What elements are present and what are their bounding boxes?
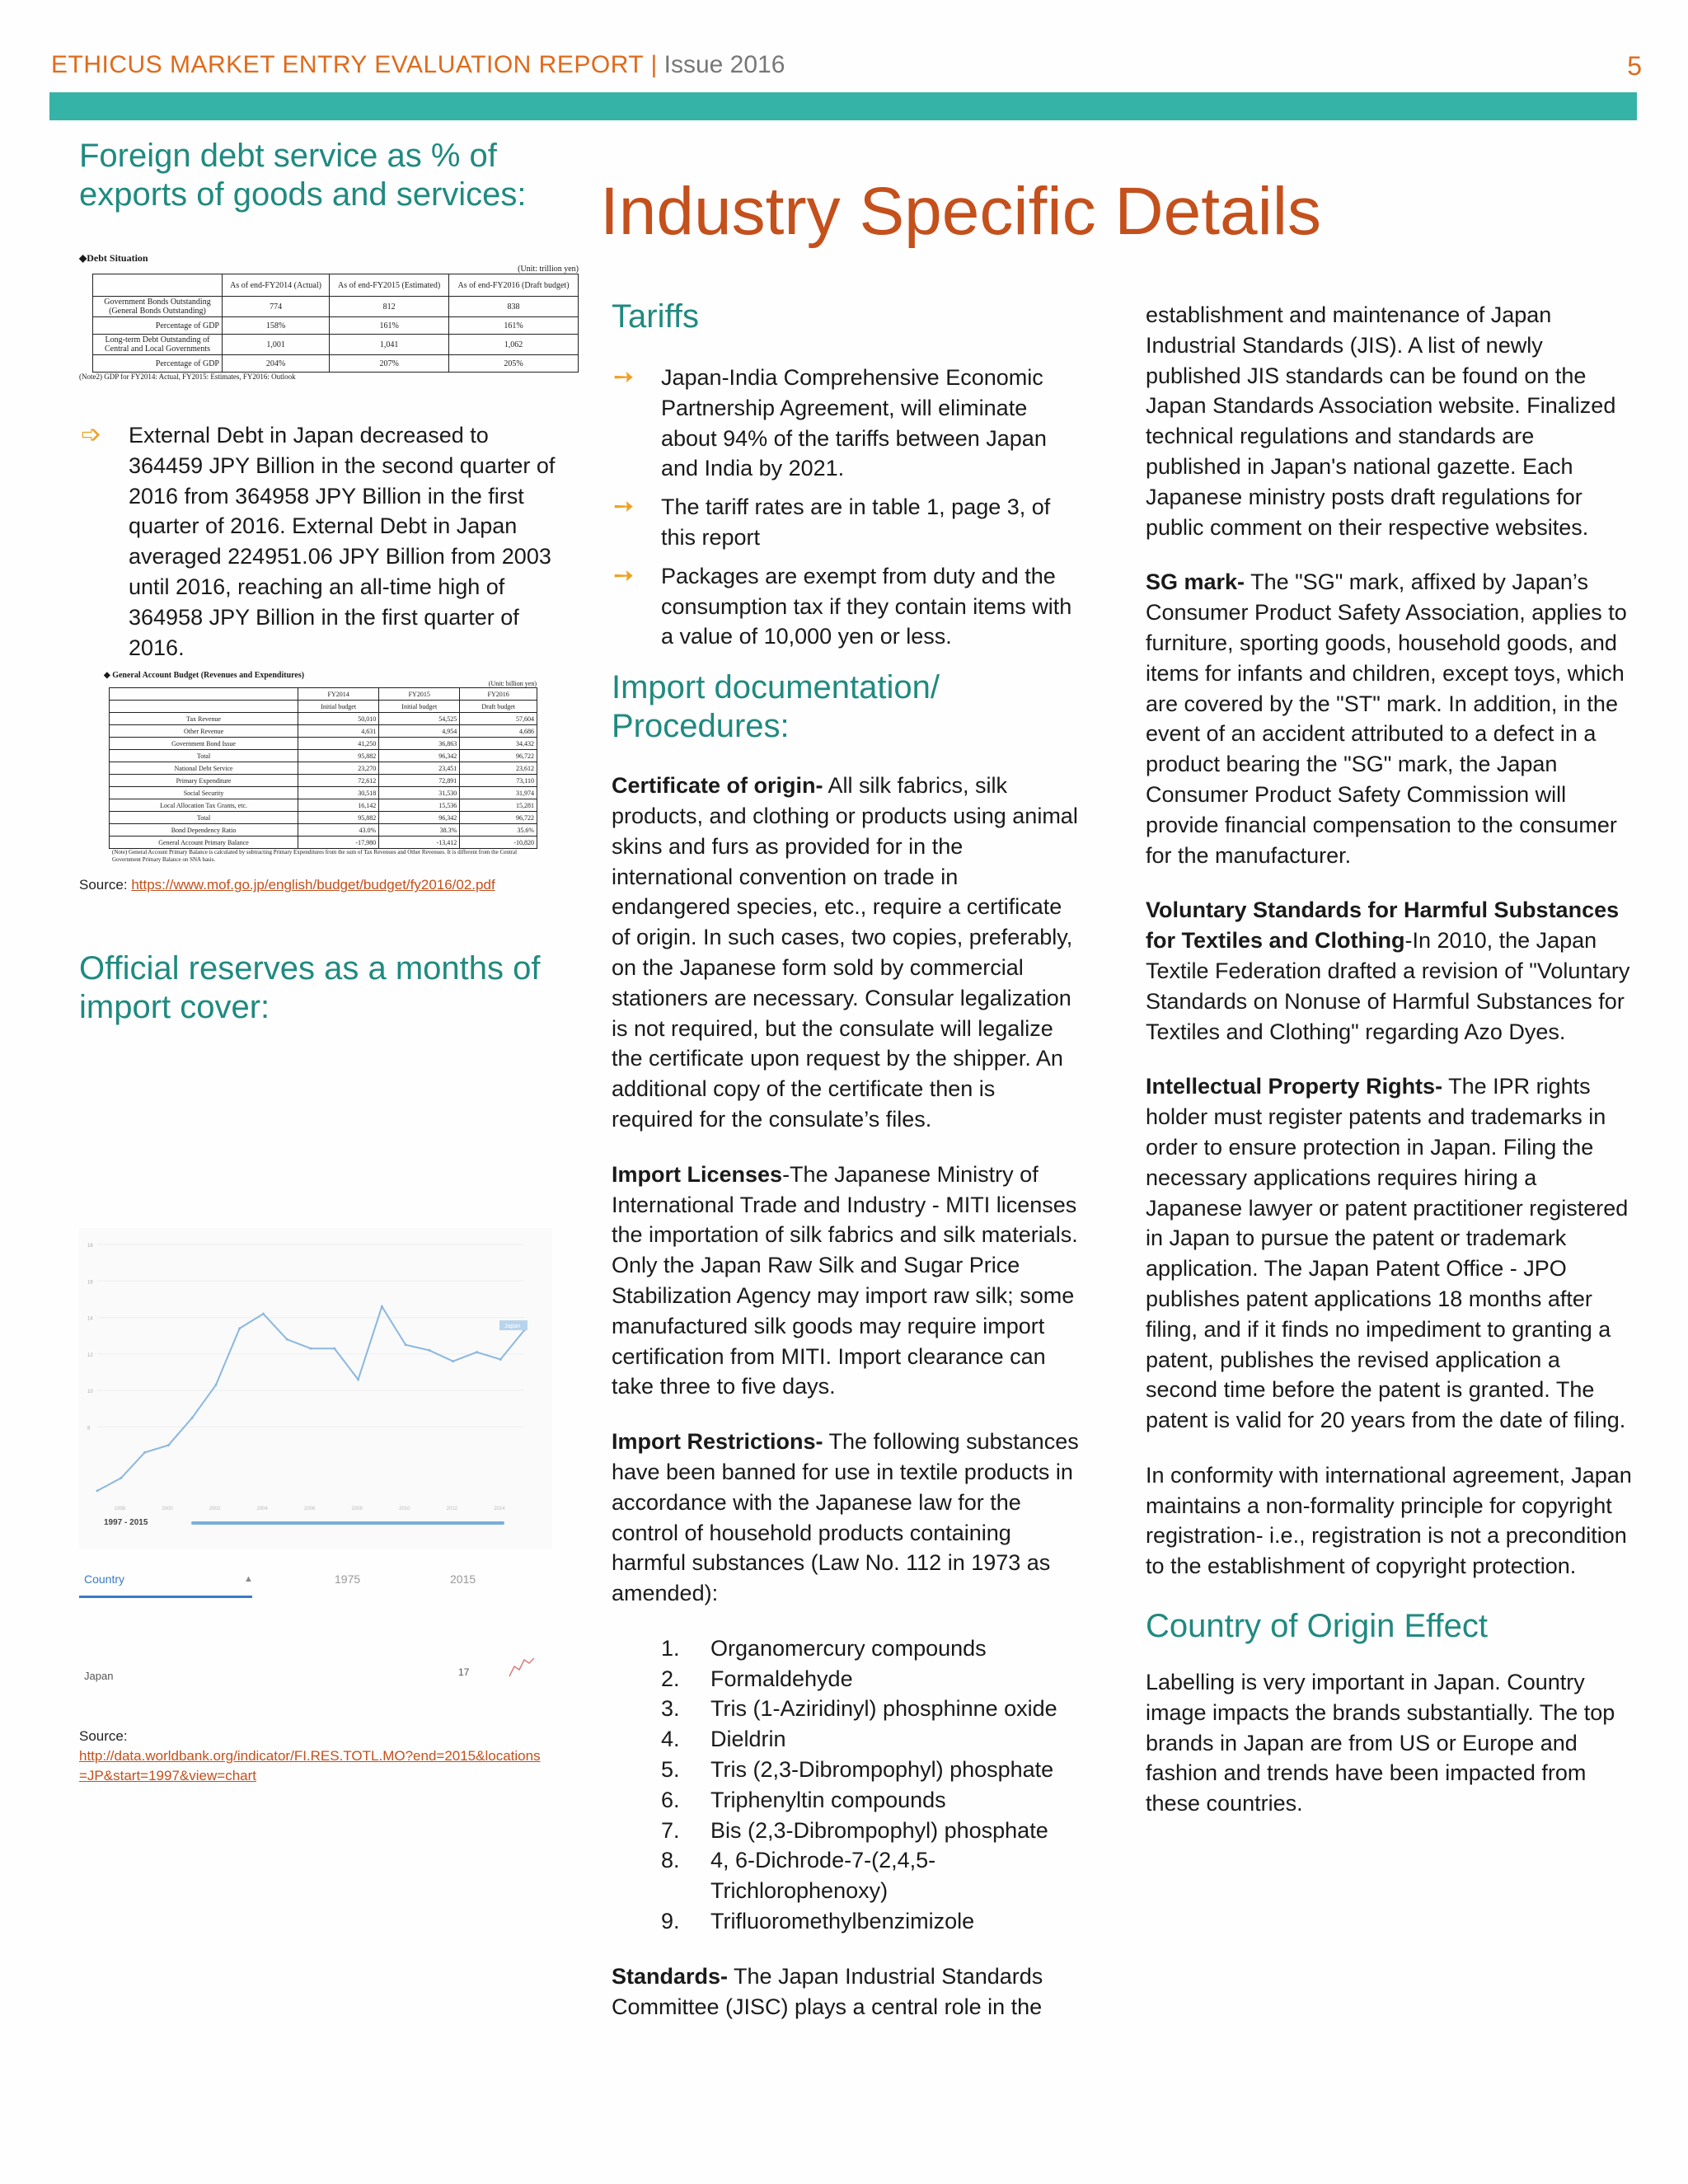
list-item <box>612 1755 1081 1785</box>
list-item <box>612 1845 1081 1906</box>
table-cell: 54,525 <box>379 713 460 725</box>
ipr-text: The IPR rights holder must register patents and trademarks in order to ensure protection in Japan. Filing the necessary applications requires hiring a Japanese lawyer or patent practitioner registered in Japan to pursue the patent or trademark application. The Japan Patent Office - JPO publishes patent applications 18 months after filing, and if it finds no impediment to granting a patent, publishes the revised application a second time before the patent is granted. The patent is valid for 20 years from the date of filing. <box>1146 1074 1629 1433</box>
table-cell: 15,281 <box>460 799 537 812</box>
substance-name: Organomercury compounds <box>710 1635 987 1661</box>
table-row <box>93 297 579 317</box>
standards-text: The Japan Industrial Standards Committee (JISC) plays a central role in the <box>612 1963 1043 2019</box>
table-row <box>110 725 537 738</box>
table-cell: 30,518 <box>298 787 379 799</box>
source-2-link[interactable]: http://data.worldbank.org/indicator/FI.RES.TOTL.MO?end=2015&locations=JP&start=1997&view=chart <box>79 1748 541 1783</box>
debt-table-unit: (Unit: trillion yen) <box>518 265 579 274</box>
substance-name: Dieldrin <box>710 1727 786 1752</box>
substance-name: Tris (1-Aziridinyl) phosphinne oxide <box>710 1696 1057 1722</box>
x-tick-label: 2012 <box>446 1507 458 1511</box>
list-number: 2. <box>661 1666 680 1691</box>
sg-label: SG mark- <box>1146 569 1245 595</box>
table-cell: Percentage of GDP <box>93 317 223 335</box>
report-title: ETHICUS MARKET ENTRY EVALUATION REPORT <box>51 51 645 78</box>
table-cell: -17,980 <box>298 837 379 849</box>
table-header-cell: FY2015 <box>379 688 460 701</box>
data-point[interactable] <box>476 1351 478 1353</box>
budget-figure <box>79 671 537 864</box>
country-col-header[interactable]: Country <box>84 1572 125 1586</box>
table-cell: 35.6% <box>460 824 537 837</box>
table-header-cell <box>110 688 298 701</box>
sg-text: The "SG" mark, affixed by Japan’s Consumer Product Safety Association, applies to furniture, sporting goods, household goods, and items for infants and children, except toys, which are covered by the "ST" mark. In addition, in the event of an accident attributed to a defect in a product bearing the "SG" mark, the Japan Consumer Product Safety Commission will provide financial compensation to the consumer for the manufacturer. <box>1146 569 1627 868</box>
budget-table-title: General Account Budget (Revenues and Expenditures) <box>112 671 305 681</box>
table-cell: 34,432 <box>460 738 537 750</box>
source-2 <box>79 1727 541 1786</box>
list-number: 7. <box>661 1817 680 1843</box>
table-cell: 96,722 <box>460 812 537 824</box>
licenses-label: Import Licenses <box>612 1161 783 1187</box>
arrow-bullet-icon: ➙ <box>613 363 635 391</box>
x-tick-label: 2004 <box>256 1507 268 1511</box>
table-header-cell: As of end-FY2016 (Draft budget) <box>449 274 579 297</box>
arrow-bullet-icon: ➙ <box>613 561 635 589</box>
table-cell: 15,536 <box>379 799 460 812</box>
substance-list <box>612 1633 1081 1937</box>
table-cell: 96,342 <box>379 812 460 824</box>
cert-label: Certificate of origin- <box>612 773 823 799</box>
standards-label: Standards- <box>612 1963 729 1989</box>
range-label: 1997 - 2015 <box>104 1518 148 1527</box>
data-point[interactable] <box>191 1417 194 1419</box>
table-cell: -10,820 <box>460 837 537 849</box>
list-number: 1. <box>661 1635 680 1661</box>
debt-table-note: (Note2) GDP for FY2014: Actual, FY2015: Estimates, FY2016: Outlook <box>79 373 296 381</box>
debt-table <box>92 274 579 373</box>
x-tick-label: 2010 <box>399 1507 410 1511</box>
table-cell: Tax Revenue <box>110 713 298 725</box>
arrow-bullet-icon: ➩ <box>81 421 102 448</box>
data-point[interactable] <box>357 1378 359 1380</box>
issue-label: Issue 2016 <box>663 51 785 78</box>
reserves-chart <box>79 1228 552 1549</box>
table-cell: Bond Dependency Ratio <box>110 824 298 837</box>
x-tick-label: 2000 <box>162 1507 173 1511</box>
substance-name: Trifluoromethylbenzimizole <box>710 1909 975 1934</box>
table-header-cell: FY2016 <box>460 688 537 701</box>
table-cell: 161% <box>449 317 579 335</box>
list-item <box>612 1906 1081 1937</box>
table-cell: 161% <box>330 317 449 335</box>
source-1-label: Source: <box>79 877 132 893</box>
table-cell: 72,612 <box>298 775 379 787</box>
table-cell: 43.0% <box>298 824 379 837</box>
data-point[interactable] <box>238 1327 241 1329</box>
table-row <box>110 738 537 750</box>
ipr-label: Intellectual Property Rights- <box>1146 1074 1443 1099</box>
debt-figure <box>79 252 579 381</box>
main-title: Industry Specific Details <box>600 174 1322 249</box>
table-cell: 1,041 <box>330 335 449 355</box>
tariff-item-text: The tariff rates are in table 1, page 3, of this report <box>661 494 1051 550</box>
list-item <box>612 1633 1081 1664</box>
table-cell: 158% <box>223 317 330 335</box>
data-point[interactable] <box>428 1349 430 1352</box>
table-cell: Percentage of GDP <box>93 355 223 373</box>
year-2015-header[interactable]: 2015 <box>450 1572 476 1586</box>
substance-name: Tris (2,3-Dibrompophyl) phosphate <box>710 1757 1054 1783</box>
table-header-cell <box>93 274 223 297</box>
table-cell: Total <box>110 750 298 762</box>
y-tick-label: 8 <box>87 1426 91 1432</box>
table-header-cell: FY2014 <box>298 688 379 701</box>
x-tick-label: 2006 <box>304 1507 316 1511</box>
table-cell: 812 <box>330 297 449 317</box>
middle-column <box>612 297 1081 2046</box>
list-number: 9. <box>661 1909 680 1934</box>
table-cell: 72,891 <box>379 775 460 787</box>
table-header-cell: Initial budget <box>379 701 460 713</box>
table-cell: 31,530 <box>379 787 460 799</box>
data-point[interactable] <box>96 1489 99 1492</box>
arrow-bullet-icon: ➙ <box>613 493 635 521</box>
table-cell: 96,722 <box>460 750 537 762</box>
left-column <box>79 137 579 1027</box>
debt-heading: Foreign debt service as % of exports of goods and services: <box>79 138 527 213</box>
coo-paragraph: Labelling is very important in Japan. Country image impacts the brands substantially. The top brands in Japan are from US or Europe and fashion and trends have been impacted from these countries. <box>1146 1670 1615 1816</box>
voluntary-label: Voluntary Standards for Harmful Substances for Textiles and Clothing <box>1146 898 1620 954</box>
coo-heading: Country of Origin Effect <box>1146 1608 1488 1645</box>
budget-table-unit: (Unit: billion yen) <box>488 680 537 688</box>
substance-name: Triphenyltin compounds <box>710 1787 946 1812</box>
table-header-cell: Draft budget <box>460 701 537 713</box>
source-2-label: Source: <box>79 1728 128 1744</box>
table-header-row <box>110 701 537 713</box>
table-row <box>110 787 537 799</box>
data-point[interactable] <box>286 1338 288 1341</box>
licenses-paragraph <box>612 1160 1081 1402</box>
table-cell: 16,142 <box>298 799 379 812</box>
y-tick-label: 10 <box>87 1390 93 1395</box>
tariffs-heading: Tariffs <box>612 298 699 335</box>
debt-bullet-text: External Debt in Japan decreased to 364459 JPY Billion in the second quarter of 2016 from 364958 JPY Billion in the first quarter of 2016. External Debt in Japan averaged 224951.06 JPY Billion from 2003 until 2016, reaching an all-time high of 364958 JPY Billion in the first quarter of 2016. <box>129 423 556 660</box>
licenses-text: -The Japanese Ministry of International Trade and Industry - MITI licenses the importation of silk fabrics and silk materials. Only the Japan Raw Silk and Sugar Price Stabilization Agency may import raw silk; some manufactured silk goods may require import certification from MITI. Import clearance can take three to five days. <box>612 1161 1078 1399</box>
table-cell: Government Bond Issue <box>110 738 298 750</box>
year-1975-header[interactable]: 1975 <box>335 1572 361 1586</box>
header-band <box>49 92 1637 120</box>
data-point[interactable] <box>499 1358 502 1361</box>
table-cell: 23,612 <box>460 762 537 775</box>
table-cell: -13,412 <box>379 837 460 849</box>
list-item <box>79 420 557 663</box>
table-cell: 38.3% <box>379 824 460 837</box>
list-number: 4. <box>661 1727 680 1752</box>
debt-bullets <box>79 420 557 663</box>
list-item <box>612 1816 1081 1846</box>
table-cell: National Debt Service <box>110 762 298 775</box>
reserves-heading: Official reserves as a months of import cover: <box>79 950 541 1026</box>
data-point[interactable] <box>381 1305 383 1308</box>
table-cell: Government Bonds Outstanding (General Bonds Outstanding) <box>93 297 223 317</box>
list-item <box>612 561 1081 652</box>
table-row <box>110 812 537 824</box>
tariff-list <box>612 363 1081 652</box>
table-row <box>110 775 537 787</box>
substance-name: Formaldehyde <box>710 1666 853 1691</box>
table-cell: 207% <box>330 355 449 373</box>
data-point[interactable] <box>262 1313 265 1315</box>
restrictions-label: Import Restrictions- <box>612 1429 823 1455</box>
table-row <box>110 762 537 775</box>
restrictions-text: The following substances have been banned for use in textile products in accordance with the Japanese law for the control of household products containing harmful substances (Law No. 112 in 1973 as amended): <box>612 1429 1079 1606</box>
table-cell: 73,110 <box>460 775 537 787</box>
y-tick-label: 12 <box>87 1352 93 1358</box>
table-cell: 4,954 <box>379 725 460 738</box>
cert-text: All silk fabrics, silk products, and clothing or products using animal skins and furs as provided for in the international convention on trade in endangered species, etc., require a certificate of origin. In such cases, two copies, preferably, on the Japanese form sold by commercial stationers are necessary. Consular legalization is not required, but the consulate will legalize the certificate upon request by the shipper. An additional copy of the certificate then is required for the consulate’s files. <box>612 773 1078 1132</box>
data-point[interactable] <box>143 1451 146 1454</box>
tariff-item-text: Japan-India Comprehensive Economic Partnership Agreement, will eliminate about 94% of the tariffs between Japan and India by 2021. <box>661 365 1047 481</box>
table-header-row <box>93 274 579 297</box>
debt-table-title: Debt Situation <box>87 252 148 264</box>
page-number: 5 <box>1627 51 1642 81</box>
table-cell: 31,974 <box>460 787 537 799</box>
header-separator: | <box>644 51 664 78</box>
list-item <box>612 1724 1081 1755</box>
table-header-row <box>110 688 537 701</box>
table-cell: 838 <box>449 297 579 317</box>
table-cell: Primary Expenditure <box>110 775 298 787</box>
sg-paragraph <box>1146 567 1632 870</box>
table-cell: 204% <box>223 355 330 373</box>
country-row-value: 17 <box>458 1666 470 1678</box>
substance-name: 4, 6-Dichrode-7-(2,4,5-Trichlorophenoxy) <box>710 1848 936 1904</box>
series-label: Japan <box>504 1324 521 1330</box>
standards-continued: establishment and maintenance of Japan Industrial Standards (JIS). A list of newly published JIS standards can be found on the Japan Standards Association website. Finalized technical regulations and standards are published in Japan's national gazette. Each Japanese ministry posts draft regulations for public comment on their respective websites. <box>1146 302 1616 540</box>
data-point[interactable] <box>405 1343 407 1346</box>
list-item <box>612 363 1081 484</box>
table-cell: 50,010 <box>298 713 379 725</box>
table-header-cell: As of end-FY2015 (Estimated) <box>330 274 449 297</box>
table-header-cell <box>110 701 298 713</box>
restrictions-paragraph <box>612 1427 1081 1609</box>
data-point[interactable] <box>167 1444 170 1446</box>
list-item <box>612 1694 1081 1724</box>
table-cell: 23,451 <box>379 762 460 775</box>
voluntary-paragraph <box>1146 895 1632 1047</box>
source-1 <box>79 877 557 893</box>
table-cell: Other Revenue <box>110 725 298 738</box>
table-cell: 96,342 <box>379 750 460 762</box>
budget-table <box>109 687 537 849</box>
table-header-cell: As of end-FY2014 (Actual) <box>223 274 330 297</box>
list-item <box>612 1785 1081 1816</box>
copyright-paragraph: In conformity with international agreement, Japan maintains a non-formality principle for copyright registration- i.e., registration is not a precondition to the establishment of copyright protection. <box>1146 1462 1632 1579</box>
x-tick-label: 2014 <box>494 1507 505 1511</box>
data-point[interactable] <box>452 1360 454 1362</box>
table-cell: 95,882 <box>298 812 379 824</box>
range-slider[interactable] <box>191 1521 504 1525</box>
table-row <box>110 799 537 812</box>
table-row <box>93 335 579 355</box>
debt-table-title-row: ◆Debt Situation <box>79 252 148 264</box>
table-row <box>110 750 537 762</box>
table-cell: 205% <box>449 355 579 373</box>
sort-icon[interactable]: ▲ <box>244 1574 253 1584</box>
data-point[interactable] <box>310 1347 312 1350</box>
ipr-paragraph <box>1146 1071 1632 1436</box>
table-cell: Local Allocation Tax Grants, etc. <box>110 799 298 812</box>
x-tick-label: 2008 <box>351 1507 363 1511</box>
y-tick-label: 14 <box>87 1316 93 1322</box>
x-tick-label: 1998 <box>114 1507 126 1511</box>
data-point[interactable] <box>333 1347 335 1350</box>
list-item <box>612 1664 1081 1694</box>
budget-table-title-row: ◆ General Account Budget (Revenues and Expenditures) <box>104 671 305 681</box>
table-cell: 57,604 <box>460 713 537 725</box>
table-cell: 774 <box>223 297 330 317</box>
cert-paragraph <box>612 771 1081 1135</box>
series-line <box>97 1306 524 1491</box>
table-cell: 1,001 <box>223 335 330 355</box>
table-cell: Long-term Debt Outstanding of Central and Local Governments <box>93 335 223 355</box>
list-number: 5. <box>661 1757 680 1783</box>
voluntary-text: -In 2010, the Japan Textile Federation drafted a revision of "Voluntary Standards on Nonuse of Harmful Substances for Textiles and Clothing" regarding Azo Dyes. <box>1146 928 1630 1044</box>
list-number: 6. <box>661 1787 680 1812</box>
right-column <box>1146 300 1632 1844</box>
table-row <box>93 355 579 373</box>
reserves-line-chart <box>79 1228 552 1549</box>
table-row <box>110 824 537 837</box>
table-row <box>93 317 579 335</box>
standards-paragraph <box>612 1961 1081 2022</box>
data-point[interactable] <box>214 1384 217 1386</box>
tariff-item-text: Packages are exempt from duty and the consumption tax if they contain items with a value of 10,000 yen or less. <box>661 563 1072 649</box>
table-row <box>110 713 537 725</box>
table-header-cell: Initial budget <box>298 701 379 713</box>
sparkline-icon <box>508 1655 536 1680</box>
table-cell: General Account Primary Balance <box>110 837 298 849</box>
list-number: 8. <box>661 1848 680 1873</box>
source-1-link[interactable]: https://www.mof.go.jp/english/budget/budget/fy2016/02.pdf <box>131 877 495 893</box>
data-point[interactable] <box>120 1477 122 1479</box>
table-cell: 1,062 <box>449 335 579 355</box>
table-cell: 95,882 <box>298 750 379 762</box>
table-cell: 41,250 <box>298 738 379 750</box>
substance-name: Bis (2,3-Dibrompophyl) phosphate <box>710 1817 1048 1843</box>
table-cell: 23,270 <box>298 762 379 775</box>
table-cell: 4,686 <box>460 725 537 738</box>
country-col-underline <box>79 1596 252 1598</box>
list-number: 3. <box>661 1696 680 1722</box>
country-row-name[interactable]: Japan <box>84 1670 114 1682</box>
table-cell: Social Security <box>110 787 298 799</box>
page-header <box>51 51 1642 84</box>
table-cell: 36,863 <box>379 738 460 750</box>
y-tick-label: 16 <box>87 1280 93 1286</box>
country-table <box>79 1572 552 1704</box>
table-cell: Total <box>110 812 298 824</box>
table-cell: 4,631 <box>298 725 379 738</box>
budget-table-note: (Note) General Account Primary Balance is calculated by subtracting Primary Expenditures from the sum of Tax Revenues and Other Revenues. It is different from the Central Government Primary Balance on SNA basis. <box>112 849 518 864</box>
x-tick-label: 2002 <box>209 1507 221 1511</box>
import-doc-heading: Import documentation/ Procedures: <box>612 669 940 745</box>
list-item <box>612 492 1081 553</box>
y-tick-label: 18 <box>87 1244 93 1249</box>
table-row <box>110 837 537 849</box>
